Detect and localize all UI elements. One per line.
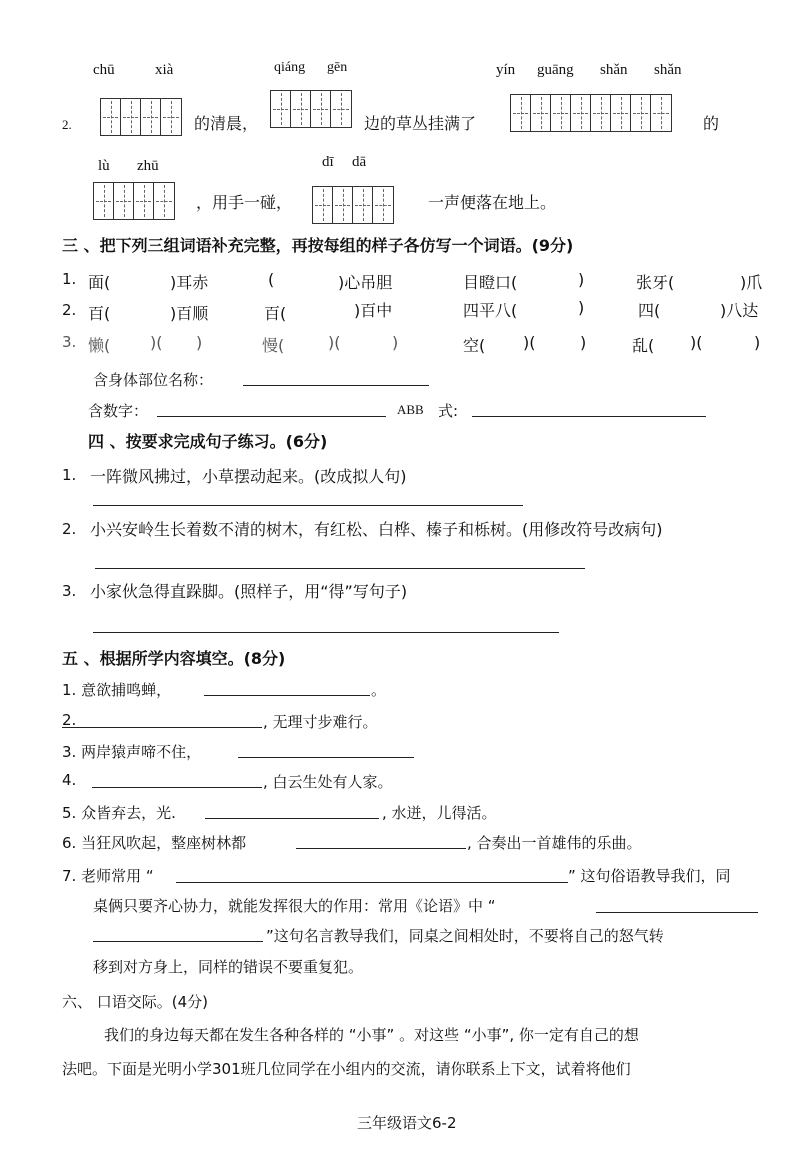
idiom-text: 乱( [632,336,655,355]
idiom-text: ) [754,333,761,352]
idiom-text: )百顺 [170,304,209,323]
pinyin: chū [93,62,115,78]
field-label: 含数字： [88,402,149,420]
idiom-text: 百( [88,304,111,323]
question-text: 小兴安岭生长着数不清的树木，有红松、白桦、榛子和栎树。(用修改符号改病句) [90,520,663,539]
idiom-text: )( [523,333,536,352]
answer-line[interactable] [472,416,706,417]
sentence-text: 一声便落在地上。 [428,193,557,212]
idiom-text: )( [690,333,703,352]
question-text: 5. 众皆弃去，光. [62,804,176,822]
idiom-text: 慢( [262,336,285,355]
question-text: , 合奏出一首雄伟的乐曲。 [467,834,642,852]
page-footer: 三年级语文6-2 [357,1114,457,1132]
pinyin: gēn [327,60,348,75]
question-text: 2. [62,711,77,729]
question-text: 移到对方身上，同样的错误不要重复犯。 [93,958,364,976]
pinyin: zhū [137,158,159,174]
idiom-text: ) [392,333,399,352]
question-text: 4. [62,771,77,789]
idiom-text: ) [580,333,587,352]
idiom-text: )耳赤 [170,273,209,292]
row-number: 3. [62,333,77,351]
field-label: 含身体部位名称： [93,371,214,389]
pinyin: qiáng [274,60,306,75]
answer-line[interactable] [93,941,263,942]
question-text: 1. 意欲捕鸣蝉， [62,681,172,699]
answer-line[interactable] [596,912,758,913]
question-text: , 无理寸步难行。 [263,713,378,731]
question-text: , 水迸，儿得活。 [382,804,497,822]
idiom-text: 张牙( [636,273,675,292]
paragraph-text: 我们的身边每天都在发生各种各样的 “小事” 。对这些 “小事”, 你一定有自己的想 [104,1026,639,1044]
section-title: 六、 口语交际。(4分) [62,993,209,1011]
question-text: 7. 老师常用 “ [62,867,154,885]
pinyin: dī [322,154,334,170]
idiom-text: 空( [463,336,486,355]
sentence-text: ，用手一碰， [196,193,293,212]
section-title: 三 、把下列三组词语补充完整，再按每组的样子各仿写一个词语。(9分) [62,236,574,255]
question-text: ”这句名言教导我们，同桌之间相处时，不要将自己的怒气转 [266,927,664,945]
answer-line[interactable] [296,848,466,849]
row-number: 1. [62,466,77,484]
idiom-text: )( [150,333,163,352]
answer-line[interactable] [157,416,386,417]
idiom-text: )爪 [740,273,763,292]
idiom-text: 目瞪口( [463,273,518,292]
row-number: 1. [62,270,77,288]
question-text: 6. 当狂风吹起，整座树林都 [62,834,247,852]
pinyin: xià [155,62,174,78]
answer-line[interactable] [238,757,414,758]
idiom-text: ) [196,333,203,352]
writing-grid[interactable] [510,94,672,132]
section-title: 五 、根据所学内容填空。(8分) [62,649,286,668]
question-text: , 白云生处有人家。 [263,773,393,791]
idiom-text: 百( [264,304,287,323]
field-label: ABB [397,402,424,417]
answer-line[interactable] [176,882,568,883]
question-text: 3. 两岸猿声啼不住， [62,743,202,761]
pinyin: dā [352,154,367,170]
row-number: 2. [62,520,77,538]
writing-grid[interactable] [270,90,352,128]
row-number: 2. [62,301,77,319]
pinyin: yín [496,62,516,78]
idiom-text: 四平八( [463,301,518,320]
idiom-text: )心吊胆 [338,273,393,292]
answer-line[interactable] [92,787,262,788]
idiom-text: ) [578,270,585,289]
writing-grid[interactable] [312,186,394,224]
paragraph-text: 法吧。下面是光明小学301班几位同学在小组内的交流，请你联系上下文，试着将他们 [62,1060,631,1078]
answer-line[interactable] [95,568,585,569]
answer-line[interactable] [93,505,523,506]
pinyin: shǎn [600,62,628,78]
answer-line[interactable] [205,818,379,819]
idiom-text: ) [578,298,585,317]
writing-grid[interactable] [93,182,175,220]
sentence-text: 边的草丛挂满了 [364,114,477,133]
sentence-text: 的 [703,114,720,133]
row-number: 3. [62,582,77,600]
idiom-text: )八达 [720,301,759,320]
section-title: 四 、按要求完成句子练习。(6分) [88,432,328,451]
question-text: ” 这句俗语教导我们，同 [568,867,731,885]
answer-line[interactable] [204,695,370,696]
answer-line[interactable] [93,632,559,633]
idiom-text: 懒( [88,336,111,355]
writing-grid[interactable] [100,98,182,136]
idiom-text: )( [328,333,341,352]
idiom-text: 四( [638,301,661,320]
sentence-text: 的清晨， [194,114,259,133]
pinyin: guāng [537,62,574,78]
idiom-text: )百中 [354,301,393,320]
question-number: 2. [62,117,72,132]
answer-line[interactable] [243,385,429,386]
idiom-text: ( [268,270,275,289]
field-label: 式: [438,402,459,420]
idiom-text: 面( [88,273,111,292]
pinyin: shǎn [654,62,682,78]
question-text: 一阵微风拂过，小草摆动起来。(改成拟人句) [90,467,407,486]
question-text: 小家伙急得直跺脚。(照样子，用“得”写句子) [90,582,408,601]
answer-line[interactable] [62,727,262,728]
question-text: 桌俩只要齐心协力，就能发挥很大的作用：常用《论语》中 “ [93,897,496,915]
question-text: 。 [371,681,387,699]
pinyin: lù [98,158,110,174]
